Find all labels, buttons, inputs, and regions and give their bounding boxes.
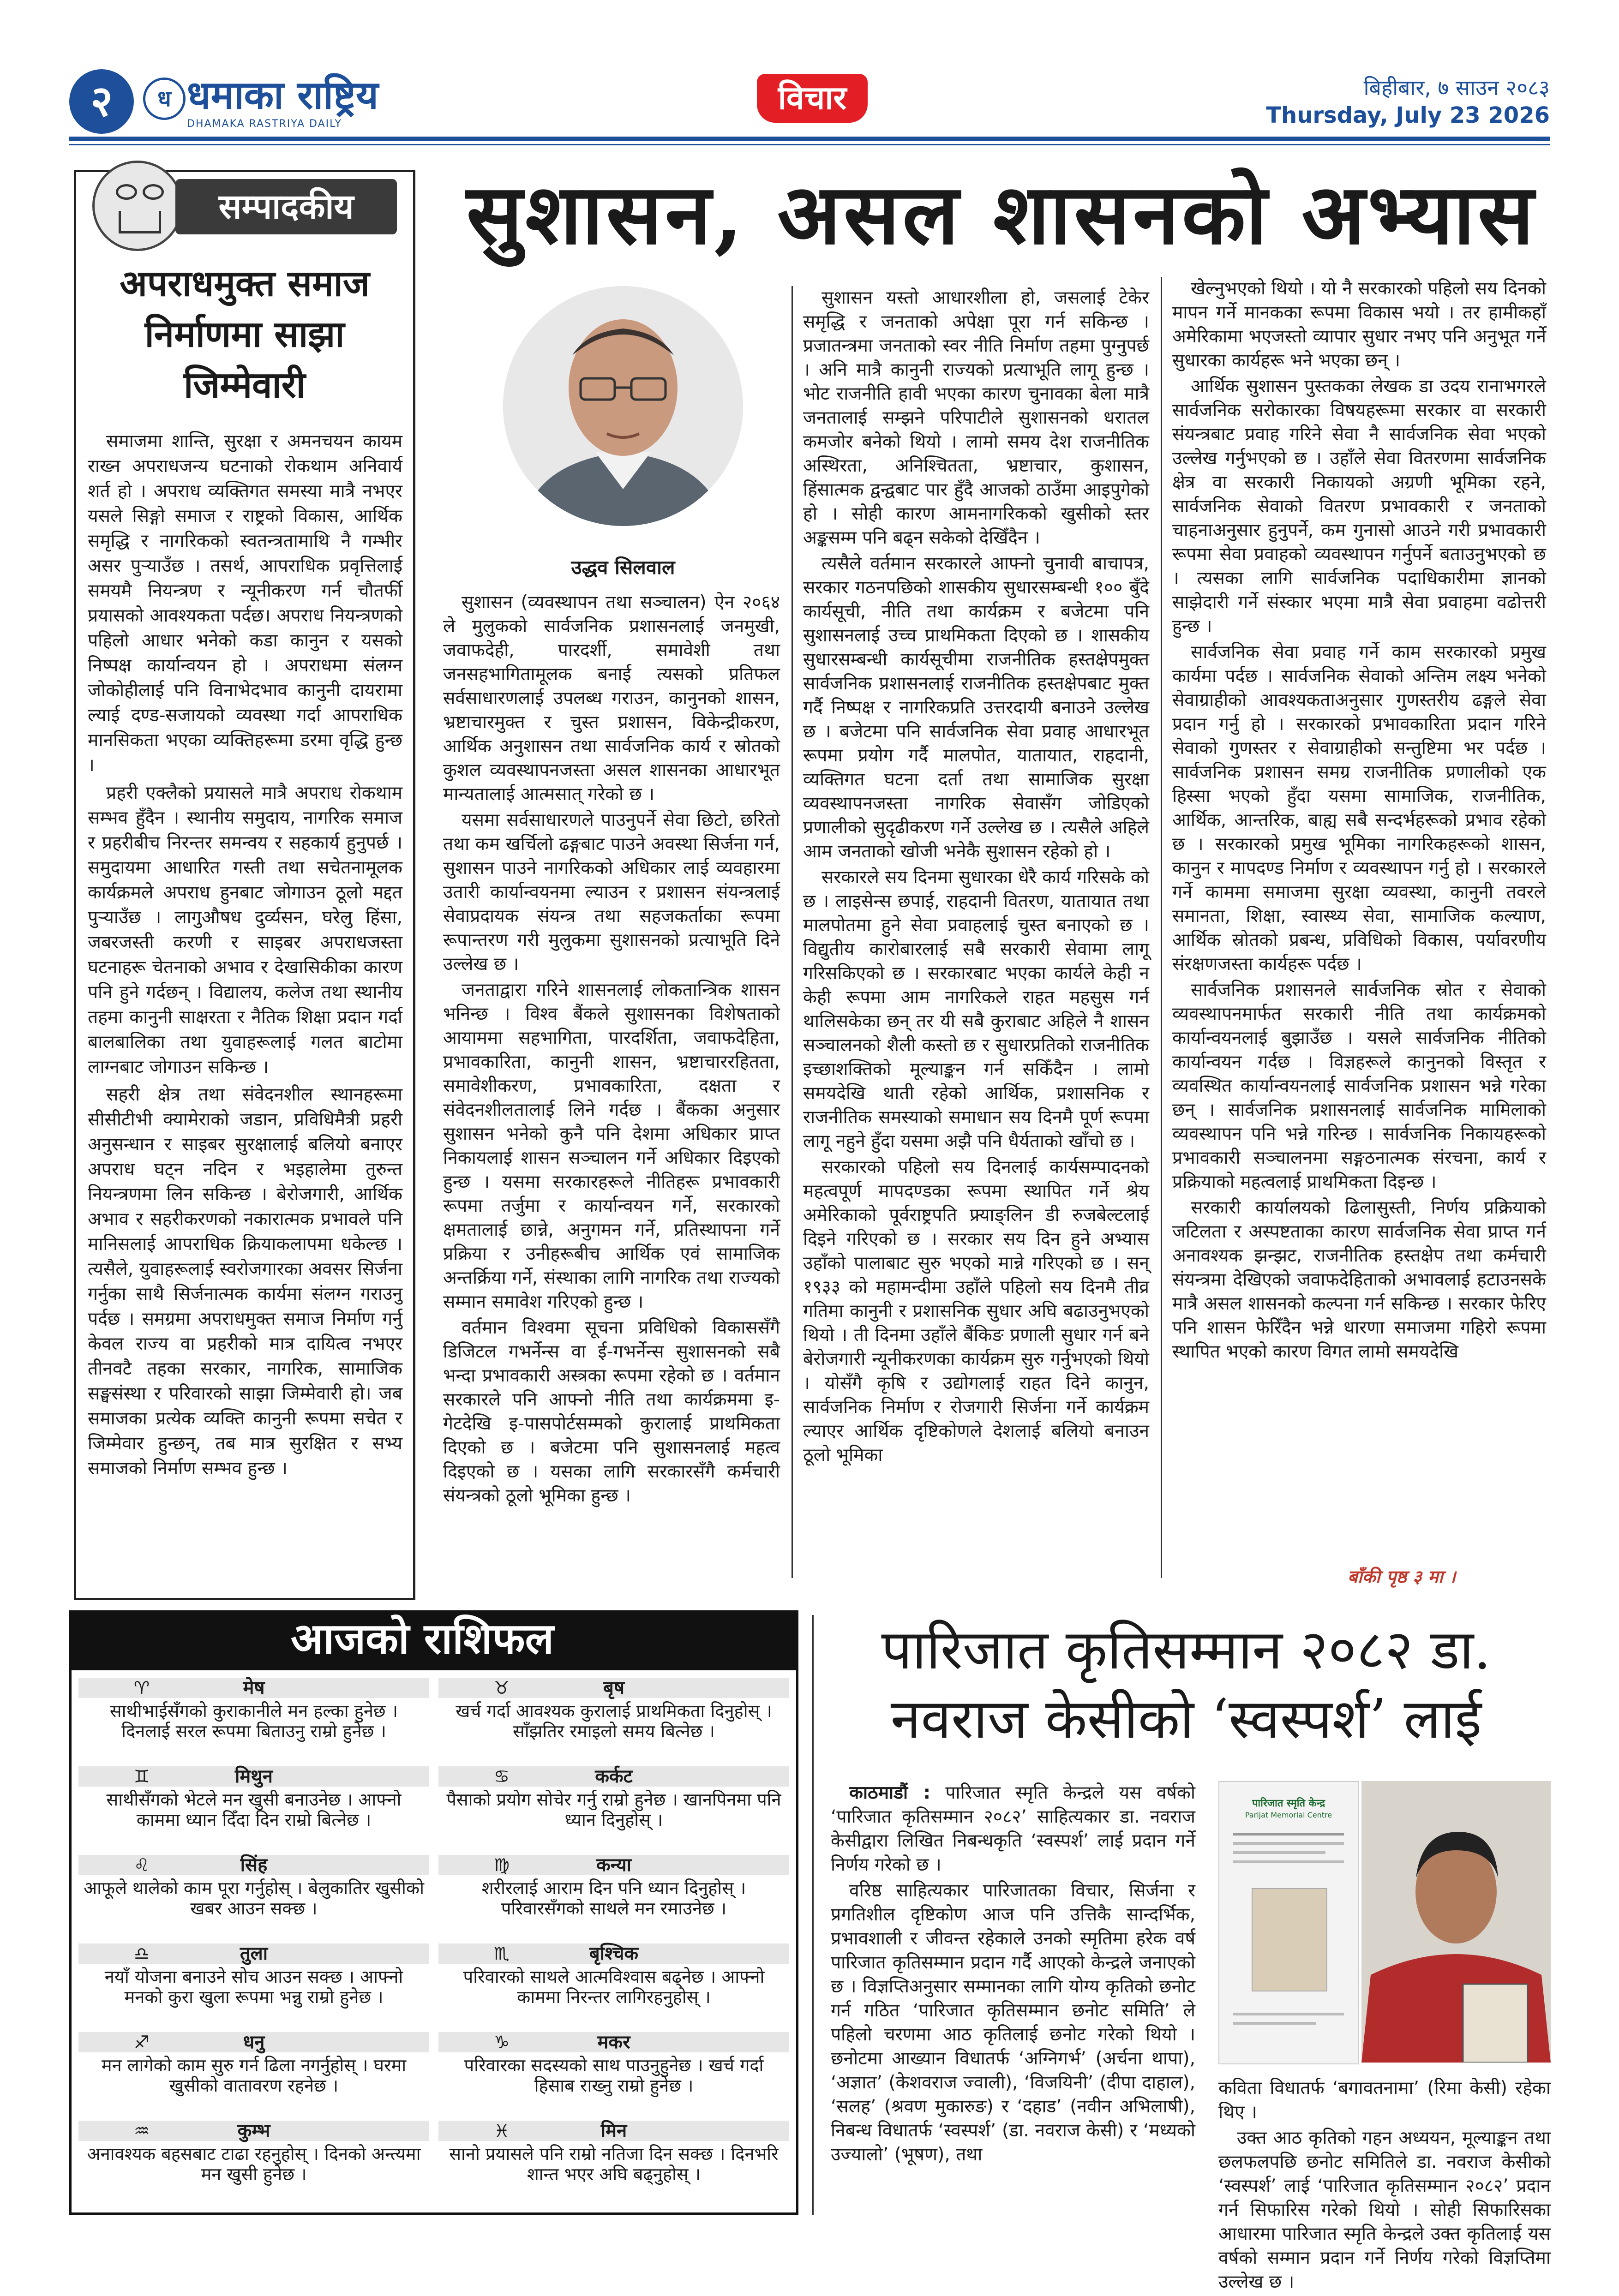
horoscope-sign-name: मिन bbox=[438, 2121, 789, 2141]
editorial-label: सम्पादकीय bbox=[175, 179, 397, 234]
certificate-book-cover bbox=[1252, 1888, 1327, 1991]
horoscope-sign-name: मिथुन bbox=[78, 1766, 429, 1787]
horoscope-sign-text: शरीरलाई आराम दिन पनि ध्यान दिनुहोस् । परिवारसँगको साथले मन रमाउनेछ । bbox=[481, 1878, 746, 1919]
horoscope-sign-name: धनु bbox=[78, 2032, 429, 2052]
zodiac-icon: ♒ bbox=[134, 2121, 150, 2141]
horoscope-sign bbox=[78, 1675, 429, 1741]
zodiac-icon: ♏ bbox=[494, 1943, 510, 1964]
zodiac-icon: ♊ bbox=[134, 1766, 150, 1787]
article-column-1 bbox=[443, 591, 780, 1510]
zodiac-icon: ♍ bbox=[494, 1855, 510, 1875]
horoscope-sign-text: अनावश्यक बहसबाट टाढा रहनुहोस् । दिनको अन्त्यमा मन खुसी हुनेछ । bbox=[87, 2144, 421, 2184]
horoscope-sign bbox=[438, 2029, 789, 2096]
award-headline: पारिजात कृतिसम्मान २०८२ डा. नवराज केसीको ‘स्वस्पर्श’ लाई bbox=[881, 1618, 1491, 1751]
article-paragraph: सार्वजनिक सेवा प्रवाह गर्ने काम सरकारको प्रमुख कार्यमा पर्दछ । सार्वजनिक सेवाको अन्तिम लक्ष्य भनेको सेवाग्राहीको आवश्यकताअनुसार गुणस्तरीय ढङ्गले सेवा प्रदान गर्नु हो । सरकारको प्रभावकारिता प्रदान गरिने सेवाको गुणस्तर र सेवाग्राहीको सन्तुष्टिमा भर पर्दछ । सार्वजनिक प्रशासन समग्र राजनीतिक प्रणालीको एक हिस्सा भएको हुँदा यसमा सामाजिक, राजनीतिक, आर्थिक, आन्तरिक, बाह्य सबै सन्दर्भहरूको प्रभाव रहेको छ । सरकारको प्रमुख भूमिका नागरिकहरूको शासन, कानुन र मापदण्ड निर्माण र व्यवस्थापन गर्नु हो । सरकारले गर्ने काममा समाजमा सुरक्षा व्यवस्था, कानुनी तवरले समानता, शिक्षा, स्वास्थ्य सेवा, सामाजिक कल्याण, आर्थिक स्रोतको प्रबन्ध, प्रविधिको विकास, पर्यावरणीय संरक्षणजस्ता कार्यहरू पर्दछ । bbox=[1172, 642, 1546, 975]
horoscope-sign bbox=[78, 1852, 429, 1919]
horoscope-sign-text: साथीसँगको भेटले मन खुसी बनाउनेछ । आफ्नो काममा ध्यान दिँदा दिन राम्रो बित्नेछ । bbox=[106, 1789, 402, 1830]
column-divider bbox=[792, 286, 793, 1578]
horoscope-sign-name: कर्कट bbox=[438, 1766, 789, 1787]
author-photo-illustration bbox=[503, 286, 743, 526]
horoscope-sign bbox=[438, 1852, 789, 1919]
article-paragraph: सरकारको पहिलो सय दिनलाई कार्यसम्पादनको महत्वपूर्ण मापदण्डका रूपमा स्थापित गर्ने श्रेय अमेरिकाको पूर्वराष्ट्रपति फ्र्याङ्लिन डी रुजबेल्टलाई दिइने गरिएको छ । सरकार सय दिन हुने अभ्यास उहाँको पालाबाट सुरु भएको मान्ने गरिएको छ । सन् १९३३ को महामन्दीमा उहाँले पहिलो सय दिनमै तीव्र गतिमा कानुनी र प्रशासनिक सुधार अघि बढाउनुभएको थियो । ती दिनमा उहाँले बैंकिङ प्रणाली सुधार गर्न बने बेरोजगारी न्यूनीकरणका कार्यक्रम सुरु गर्नुभएको थियो । योसँगै कृषि र उद्योगलाई राहत दिने कानुन, सार्वजनिक निर्माण र रोजगारी सिर्जना गर्ने कार्यक्रम ल्याएर आर्थिक दृष्टिकोणले देशलाई बलियो बनाउन ठूलो भूमिका bbox=[803, 1157, 1149, 1465]
horoscope-sign bbox=[438, 1764, 789, 1830]
horoscope-sign-text: खर्च गर्दा आवश्यक कुरालाई प्राथमिकता दिनुहोस् । साँझतिर रमाइलो समय बित्नेछ । bbox=[456, 1701, 772, 1741]
horoscope-sign bbox=[78, 1764, 429, 1830]
masthead-subtitle: DHAMAKA RASTRIYA DAILY bbox=[187, 118, 342, 130]
zodiac-icon: ♉ bbox=[494, 1678, 510, 1698]
horoscope-sign bbox=[78, 2118, 429, 2184]
horoscope-sign-text: आफूले थालेको काम पूरा गर्नुहोस् । बेलुकातिर खुसीको खबर आउन सक्छ । bbox=[84, 1878, 424, 1919]
award-paragraph: वरिष्ठ साहित्यकार पारिजातका विचार, सिर्जना र प्रगतिशील दृष्टिकोण आज पनि उत्तिकै सान्दर्भिक, प्रभावशाली र जीवन्त रहेकाले उनको स्मृतिमा हरेक वर्ष पारिजात कृतिसम्मान प्रदान गर्दै आएको केन्द्रले जनाएको छ । विज्ञप्तिअनुसार सम्मानका लागि योग्य कृतिको छनोट गर्न गठित ‘पारिजात कृतिसम्मान छनोट समिति’ ले पहिलो चरणमा आठ कृतिलाई छनोट गरेको थियो । छनोटमा आख्यान विधातर्फ ‘अग्निगर्भ’ (अर्चना थापा), ‘अज्ञात’ (केशवराज ज्वाली), ‘विजयिनी’ (दीपा दाहाल), ‘सलह’ (श्रवण मुकारुङ) र ‘दहाड’ (नवीन अभिलाषी), निबन्ध विधातर्फ ‘स्वस्पर्श’ (डा. नवराज केसी) र ‘मध्यको उज्यालो’ (भूषण), तथा bbox=[831, 1880, 1195, 2165]
page-number: २ bbox=[69, 69, 134, 134]
horoscope-sign-text: परिवारको साथले आत्मविश्वास बढ्नेछ । आफ्नो काममा निरन्तर लागिरहनुहोस् । bbox=[463, 1967, 765, 2007]
section-tab: विचार bbox=[757, 74, 868, 123]
article-column-2 bbox=[803, 286, 1149, 1469]
article-paragraph: वर्तमान विश्वमा सूचना प्रविधिको विकाससँगै डिजिटल गभर्नेन्स वा ई-गभर्नेन्स सुशासनको सबै भन्दा प्रभावकारी अस्त्रका रूपमा रहेको छ । वर्तमान सरकारले पनि आफ्नो नीति तथा कार्यक्रममा इ-गेटदेखि इ-पासपोर्टसम्मको कुरालाई प्राथमिकता दिएको छ । बजेटमा पनि सुशासनलाई महत्व दिइएको छ । यसका लागि सरकारसँगै कर्मचारी संयन्त्रको ठूलो भूमिका हुन्छ । bbox=[443, 1317, 780, 1506]
horoscope-sign-name: कुम्भ bbox=[78, 2121, 429, 2141]
zodiac-icon: ♋ bbox=[494, 1766, 510, 1787]
horoscope-sign-name: कन्या bbox=[438, 1855, 789, 1875]
header-thin-rule bbox=[69, 144, 1550, 145]
article-paragraph: सुशासन (व्यवस्थापन तथा सञ्चालन) ऐन २०६४ ले मुलुकको सार्वजनिक प्रशासनलाई जनमुखी, जवाफदेही, पारदर्शी, समावेशी तथा जनसहभागितामूलक बनाई त्यसको प्रतिफल सर्वसाधारणलाई उपलब्ध गराउन, कानुनको शासन, भ्रष्टाचारमुक्त र चुस्त प्रशासन, विकेन्द्रीकरण, आर्थिक अनुशासन तथा सार्वजनिक कार्य र स्रोतको कुशल व्यवस्थापनजस्ता असल शासनका आधारभूत मान्यतालाई आत्मसात् गरेको छ । bbox=[443, 592, 780, 805]
article-paragraph: आर्थिक सुशासन पुस्तकका लेखक डा उदय रानाभगरले सार्वजनिक सरोकारका विषयहरूमा सरकार वा सरकारी संयन्त्रबाट प्रवाह गरिने सेवा नै सार्वजनिक सेवा भएको उल्लेख गर्नुभएको छ । उहाँले सेवा वितरणमा सार्वजनिक क्षेत्र वा सरकारी निकायको अग्रणी भूमिका रहने, सार्वजनिक सेवाको वितरण प्रभावकारी र जनताको चाहनाअनुसार हुनुपर्ने, कम गुनासो आउने गरी प्रभावकारी रूपमा सेवा प्रवाहको व्यवस्थापन गर्नुपर्ने बताउनुभएको छ । त्यसका लागि सार्वजनिक पदाधिकारीमा ज्ञानको साझेदारी गर्ने संस्कार भएमा मात्रै सेवा प्रवाहमा वढोत्तरी हुन्छ । bbox=[1172, 376, 1546, 637]
zodiac-icon: ♎ bbox=[134, 1943, 150, 1964]
award-column-right bbox=[1218, 2076, 1551, 2296]
article-paragraph: खेल्नुभएको थियो । यो नै सरकारको पहिलो सय दिनको मापन गर्ने मानकका रूपमा विकास भयो । तर हामीकहाँ अमेरिकामा भएजस्तो व्यापार सुधार नभए पनि अनुभूत गर्ने सुधारका कार्यहरू भने भएका छन् । bbox=[1172, 278, 1546, 371]
horoscope-sign-text: सानो प्रयासले पनि राम्रो नतिजा दिन सक्छ । दिनभरि शान्त भएर अघि बढ्नुहोस् । bbox=[449, 2144, 779, 2184]
award-column-left bbox=[831, 1781, 1195, 2169]
award-dateline: काठमाडौं : bbox=[849, 1782, 931, 1803]
horoscope-sign-text: नयाँ योजना बनाउने सोच आउन सक्छ । आफ्नो मनको कुरा खुला रूपमा भन्नु राम्रो हुनेछ । bbox=[104, 1967, 403, 2007]
horoscope-sign-text: पैसाको प्रयोग सोचेर गर्नु राम्रो हुनेछ । खानपिनमा पनि ध्यान दिनुहोस् । bbox=[446, 1789, 781, 1830]
article-paragraph: सरकारी कार्यालयको ढिलासुस्ती, निर्णय प्रक्रियाको जटिलता र अस्पष्टताका कारण सार्वजनिक सेवा प्राप्त गर्न अनावश्यक झन्झट, राजनीतिक हस्तक्षेप तथा कर्मचारी संयन्त्रमा देखिएको जवाफदेहिताको अभावलाई हटाउनसके मात्रै असल शासनको कल्पना गर्न सकिन्छ । सरकार फेरिए पनि शासन फेरिँदैन भन्ने धारणा समाजमा गहिरो रूपमा स्थापित भएको कारण विगत लामो समयदेखि bbox=[1172, 1197, 1546, 1362]
awardee-photo-illustration bbox=[1361, 1781, 1551, 2063]
certificate-subheading: Parijat Memorial Centre bbox=[1245, 1811, 1332, 1819]
zodiac-icon: ♌ bbox=[134, 1855, 150, 1875]
editorial-title: अपराधमुक्त समाज निर्माणमा साझा जिम्मेवारी bbox=[120, 263, 370, 406]
date-english: Thursday, July 23 2026 bbox=[1266, 102, 1550, 128]
editorial-body bbox=[88, 429, 402, 1484]
award-paragraph: कविता विधातर्फ ‘बगावतनामा’ (रिमा केसी) रहेका थिए । bbox=[1218, 2078, 1551, 2123]
horoscope-sign-name: सिंह bbox=[78, 1855, 429, 1875]
continued-note: बाँकी पृष्ठ ३ मा । bbox=[1348, 1567, 1456, 1587]
editorial-paragraph: समाजमा शान्ति, सुरक्षा र अमनचयन कायम राख्न अपराधजन्य घटनाको रोकथाम अनिवार्य शर्त हो । अपराध व्यक्तिगत समस्या मात्रै नभएर यसले सिङ्गो समाज र राष्ट्रको विकास, आर्थिक समृद्धि र नागरिकको स्वतन्त्रतामाथि नै गम्भीर असर पुर्‍याउँछ । तसर्थ, आपराधिक प्रवृत्तिलाई समयमै नियन्त्रण र न्यूनीकरण गर्न चौतर्फी प्रयासको आवश्यकता पर्दछ। अपराध नियन्त्रणको पहिलो आधार भनेको कडा कानुन र यसको निष्पक्ष कार्यान्वयन हो । अपराधमा संलग्न जोकोहीलाई पनि विनाभेदभाव कानुनी दायरामा ल्याई दण्ड-सजायको व्यवस्था गर्दा आपराधिक मानसिकता भएका व्यक्तिहरूमा डरमा वृद्धि हुन्छ । bbox=[88, 431, 402, 776]
horoscope-sign bbox=[78, 2029, 429, 2096]
horoscope-sign-name: मकर bbox=[438, 2032, 789, 2052]
horoscope-sign-text: साथीभाईसँगको कुराकानीले मन हल्का हुनेछ । दिनलाई सरल रूपमा बिताउनु राम्रो हुनेछ । bbox=[109, 1701, 398, 1741]
editorial-paragraph: सहरी क्षेत्र तथा संवेदनशील स्थानहरूमा सीसीटीभी क्यामेराको जडान, प्रविधिमैत्री प्रहरी अनुसन्धान र साइबर सुरक्षालाई बलियो बनाएर अपराध घट्न नदिन र भइहालेमा तुरुन्त नियन्त्रणमा लिन सकिन्छ । बेरोजगारी, आर्थिक अभाव र सहरीकरणको नकारात्मक प्रभावले पनि मानिसलाई आपराधिक क्रियाकलापमा धकेल्छ । त्यसैले, युवाहरूलाई स्वरोजगारका अवसर सिर्जना गर्नुका साथै सिर्जनात्मक कार्यमा संलग्न गराउनु पर्दछ । समग्रमा अपराधमुक्त समाज निर्माण गर्नु केवल राज्य वा प्रहरीको मात्र दायित्व नभएर तीनवटै तहका सरकार, नागरिक, सामाजिक सङ्घसंस्था र परिवारको साझा जिम्मेवारी हो। जब समाजका प्रत्येक व्यक्ति कानुनी रूपमा सचेत र जिम्मेवार हुन्छन्, तब मात्र सुरक्षित र सभ्य समाजको निर्माण सम्भव हुन्छ । bbox=[88, 1084, 402, 1479]
editorial-eyes-book-icon bbox=[92, 161, 183, 251]
article-paragraph: जनताद्वारा गरिने शासनलाई लोकतान्त्रिक शासन भनिन्छ । विश्व बैंकले सुशासनका विशेषताको आयाममा सहभागिता, पारदर्शिता, जवाफदेहिता, प्रभावकारिता, कानुनी शासन, भ्रष्टाचाररहितता, समावेशीकरण, प्रभावकारिता, दक्षता र संवेदनशीलतालाई लिने गर्दछ । बैंकका अनुसार सुशासन भनेको कुनै पनि देशमा अधिकार प्राप्त निकायलाई शासन सञ्चालन गर्ने अधिकार दिइएको हुन्छ । यसमा सरकारहरूले नीतिहरू प्रभावकारी रूपमा तर्जुमा र कार्यान्वयन गर्ने, सरकारको क्षमतालाई छान्ने, अनुगमन गर्ने, प्रतिस्थापना गर्ने प्रक्रिया र उनीहरूबीच आर्थिक एवं सामाजिक अन्तर्क्रिया गर्ने, संस्थाका लागि नागरिक तथा राज्यको सम्मान समावेश गरिएको हुन्छ । bbox=[443, 980, 780, 1312]
article-paragraph: यसमा सर्वसाधारणले पाउनुपर्ने सेवा छिटो, छरितो तथा कम खर्चिलो ढङ्गबाट पाउने अवस्था सिर्जना गर्न, सुशासन पाउने नागरिकको अधिकार लाई व्यवहारमा उतारी कार्यान्वयनमा ल्याउन र प्रशासन संयन्त्रलाई सेवाप्रदायक संयन्त्र तथा सहजकर्ताका रूपमा रूपान्तरण गरी मुलुकमा सुशासनको प्रत्याभूति दिने उल्लेख छ । bbox=[443, 810, 780, 975]
award-paragraph bbox=[831, 1781, 1195, 1877]
horoscope-sign bbox=[438, 1941, 789, 2007]
article-paragraph: सुशासन यस्तो आधारशीला हो, जसलाई टेकेर समृद्धि र जनताको अपेक्षा पूरा गर्न सकिन्छ । प्रजातन्त्रमा जनताको स्वर नीति निर्माण तहमा पुग्नुपर्छ । अनि मात्रै कानुनी राज्यको प्रत्याभूति लागू हुन्छ । भोट राजनीति हावी भएका कारण चुनावका बेला मात्रै जनतालाई सम्झने परिपाटीले सुशासनको धरातल कमजोर बनेको थियो । लामो समय देश राजनीतिक अस्थिरता, अनिश्चितता, भ्रष्टाचार, कुशासन, हिंसात्मक द्वन्द्वबाट पार हुँदै आजको ठाउँमा आइपुगेको हो । सोही कारण आमनागरिकको खुसीको स्तर अङ्कसम्म पनि बढ्न सकेको देखिँदैन । bbox=[803, 287, 1149, 548]
horoscope-sign-name: तुला bbox=[78, 1943, 429, 1964]
horoscope-sign-text: परिवारका सदस्यको साथ पाउनुहुनेछ । खर्च गर्दा हिसाब राख्नु राम्रो हुनेछ । bbox=[464, 2055, 764, 2096]
horoscope-sign bbox=[438, 2118, 789, 2184]
horoscope-title: आजको राशिफल bbox=[69, 1610, 798, 1670]
horoscope-sign bbox=[438, 1675, 789, 1741]
author-photo bbox=[503, 286, 743, 526]
zodiac-icon: ♑ bbox=[494, 2032, 510, 2052]
award-paragraph-text: पारिजात स्मृति केन्द्रले यस वर्षको ‘पारिजात कृतिसम्मान २०८२’ साहित्यकार डा. नवराज केसीद्वारा लिखित निबन्धकृति ‘स्वस्पर्श’ लाई प्रदान गर्ने निर्णय गरेको छ । bbox=[831, 1782, 1195, 1875]
masthead-title: धमाका राष्ट्रिय bbox=[187, 72, 378, 118]
header-rule bbox=[69, 137, 1550, 141]
author-name: उद्धव सिलवाल bbox=[571, 556, 675, 579]
horoscope-sign bbox=[78, 1941, 429, 2007]
article-column-3 bbox=[1172, 277, 1546, 1366]
zodiac-icon: ♐ bbox=[134, 2032, 150, 2052]
date-nepali: बिहीबार, ७ साउन २०८३ bbox=[1363, 75, 1550, 100]
masthead-logo-icon: ध bbox=[143, 78, 186, 120]
editorial-paragraph: प्रहरी एक्लैको प्रयासले मात्रै अपराध रोकथाम सम्भव हुँदैन । स्थानीय समुदाय, नागरिक समाज र प्रहरीबीच निरन्तर समन्वय र सहकार्य हुनुपर्छ । समुदायमा आधारित गस्ती तथा सचेतनामूलक कार्यक्रमले अपराध हुनबाट जोगाउन ठूलो मद्दत पुर्‍याउँछ । लागुऔषध दुर्व्यसन, घरेलु हिंसा, जबरजस्ती करणी र साइबर अपराधजस्ता घटनाहरू चेतनाको अभाव र देखासिकीका कारण पनि हुने गर्दछन् । विद्यालय, कलेज तथा स्थानीय तहमा कानुनी साक्षरता र नैतिक शिक्षा प्रदान गर्दा बालबालिका तथा युवाहरूलाई गलत बाटोमा लाग्नबाट जोगाउन सकिन्छ । bbox=[88, 783, 402, 1077]
horoscope-sign-name: बृष bbox=[438, 1678, 789, 1698]
horoscope-sign-name: बृश्चिक bbox=[438, 1943, 789, 1964]
horoscope-sign-name: मेष bbox=[78, 1678, 429, 1698]
zodiac-icon: ♈ bbox=[134, 1678, 150, 1698]
article-paragraph: त्यसैले वर्तमान सरकारले आफ्नो चुनावी बाचापत्र, सरकार गठनपछिको शासकीय सुधारसम्बन्धी १०० बुँदे कार्यसूची, नीति तथा कार्यक्रम र बजेटमा पनि सुशासनलाई उच्च प्राथमिकता दिएको छ । शासकीय सुधारसम्बन्धी कार्यसूचीमा राजनीतिक हस्तक्षेपमुक्त सार्वजनिक प्रशासनलाई राजनीतिक हस्तक्षेपबाट मुक्त गर्दै निष्पक्ष र नागरिकप्रति उत्तरदायी बनाउने उल्लेख छ । बजेटमा पनि सार्वजनिक सेवा प्रवाह आधारभूत रूपमा प्रयोग गर्दै मालपोत, यातायात, राहदानी, व्यक्तिगत घटना दर्ता तथा सामाजिक सुरक्षा व्यवस्थापनजस्ता नागरिक सेवासँग जोडिएको प्रणालीको सुदृढीकरण गर्ने उल्लेख छ । त्यसैले अहिले आम जनताको खोजी भनेकै सुशासन रहेको हो । bbox=[803, 553, 1149, 862]
awardee-photo bbox=[1361, 1781, 1551, 2063]
section-divider bbox=[812, 1615, 814, 2215]
certificate-image bbox=[1218, 1781, 1359, 2064]
certificate-heading: पारिजात स्मृति केन्द्र bbox=[1252, 1798, 1325, 1809]
article-paragraph: सरकारले सय दिनमा सुधारका धेरै कार्य गरिसके को छ । लाइसेन्स छपाई, राहदानी वितरण, यातायात तथा मालपोतमा हुने सेवा प्रवाहलाई चुस्त बनाएको छ । विद्युतीय कारोबारलाई सबै सरकारी सेवामा लागू गरिसकिएको छ । सरकारबाट भएका कार्यले केही न केही रूपमा आम नागरिकले राहत महसुस गर्न थालिसकेका छन् तर यी सबै कुराबाट अहिले नै शासन सञ्चालनको शैली कस्तो छ र सुधारप्रतिको राजनीतिक इच्छाशक्तिको मूल्याङ्कन गर्न सकिँदैन । लामो समयदेखि थाती रहेको आर्थिक, प्रशासनिक र राजनीतिक समस्याको समाधान सय दिनमै पूर्ण रूपमा लागू नहुने हुँदा यसमा अझै पनि धैर्यताको खाँचो छ । bbox=[803, 867, 1149, 1152]
horoscope-sign-text: मन लागेको काम सुरु गर्न ढिला नगर्नुहोस् । घरमा खुसीको वातावरण रहनेछ । bbox=[101, 2055, 407, 2096]
column-divider bbox=[1161, 277, 1162, 1578]
article-paragraph: सार्वजनिक प्रशासनले सार्वजनिक स्रोत र सेवाको व्यवस्थापनमार्फत सरकारी नीति तथा कार्यक्रमको कार्यान्वयनलाई बुझाउँछ । यसले सार्वजनिक नीतिको कार्यान्वयन गर्दछ । विज्ञहरूले कानुनको विस्तृत र व्यवस्थित कार्यान्वयनलाई सार्वजनिक प्रशासन भन्ने गरेका छन् । सार्वजनिक प्रशासनलाई सार्वजनिक मामिलाको व्यवस्थापन पनि भन्ने गरिन्छ । सार्वजनिक निकायहरूको प्रभावकारी सञ्चालनमा सङ्गठनात्मक संरचना, कार्य र प्रक्रियाको महत्वलाई प्राथमिकता दिइन्छ । bbox=[1172, 980, 1546, 1192]
award-paragraph: उक्त आठ कृतिको गहन अध्ययन, मूल्याङ्कन तथा छलफलपछि छनोट समितिले डा. नवराज केसीको ‘स्वस्पर्श’ लाई ‘पारिजात कृतिसम्मान २०८२’ प्रदान गर्न सिफारिस गरेको थियो । सोही सिफारिसका आधारमा पारिजात स्मृति केन्द्रले उक्त कृतिलाई यस वर्षको सम्मान प्रदान गर्ने निर्णय गरेको विज्ञप्तिमा उल्लेख छ । bbox=[1218, 2128, 1551, 2292]
article-headline: सुशासन, असल शासनको अभ्यास bbox=[466, 166, 1537, 263]
zodiac-icon: ♓ bbox=[494, 2121, 510, 2141]
